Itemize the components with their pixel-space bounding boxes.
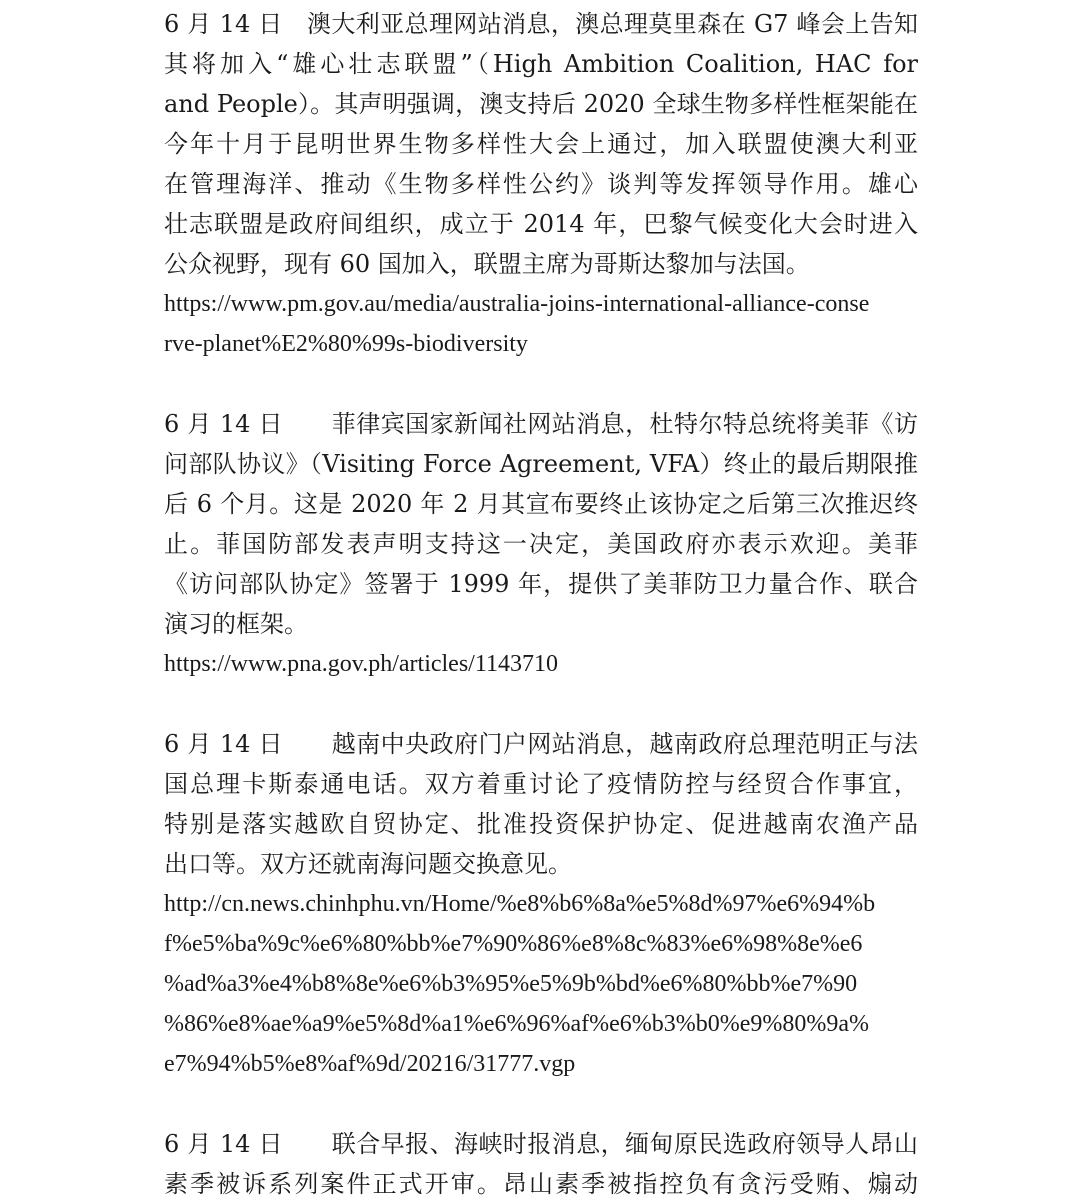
entry-text-line: 6 月 14 日 联合早报、海峡时报消息，缅甸原民选政府领导人昂山 xyxy=(164,1130,918,1158)
entry-text-line: 今年十月于昆明世界生物多样性大会上通过，加入联盟使澳大利亚 xyxy=(164,130,918,158)
news-entry-philippines xyxy=(164,404,918,684)
document-page xyxy=(164,0,918,1204)
source-url-line[interactable]: %ad%a3%e4%b8%8e%e6%b3%95%e5%9b%bd%e6%80%bb%e7%90 xyxy=(164,971,858,997)
entry-text-line: 其将加入“雄心壮志联盟”（High Ambition Coalition, HAC for xyxy=(164,50,918,78)
entry-text-line: 公众视野，现有 60 国加入，联盟主席为哥斯达黎加与法国。 xyxy=(164,250,810,278)
entry-text-line: and People）。其声明强调，澳支持后 2020 全球生物多样性框架能在 xyxy=(164,90,918,118)
source-url-line[interactable]: https://www.pna.gov.ph/articles/1143710 xyxy=(164,651,558,677)
source-url-line[interactable]: f%e5%ba%9c%e6%80%bb%e7%90%86%e8%8c%83%e6%98%8e%e6 xyxy=(164,931,863,957)
entry-text-line: 6 月 14 日 越南中央政府门户网站消息，越南政府总理范明正与法 xyxy=(164,730,918,758)
entry-text-line: 特别是落实越欧自贸协定、批准投资保护协定、促进越南农渔产品 xyxy=(164,810,918,838)
source-url-line[interactable]: rve-planet%E2%80%99s-biodiversity xyxy=(164,331,528,357)
entry-text-line: 6 月 14 日 菲律宾国家新闻社网站消息，杜特尔特总统将美菲《访 xyxy=(164,410,918,438)
entry-text-line: 壮志联盟是政府间组织，成立于 2014 年，巴黎气候变化大会时进入 xyxy=(164,210,918,238)
entry-text-line: 后 6 个月。这是 2020 年 2 月其宣布要终止该协定之后第三次推迟终 xyxy=(164,490,918,518)
entry-text-line: 出口等。双方还就南海问题交换意见。 xyxy=(164,850,572,878)
news-entry-myanmar xyxy=(164,1124,918,1204)
source-url-line[interactable]: e7%94%b5%e8%af%9d/20216/31777.vgp xyxy=(164,1051,576,1077)
entry-text-line: 《访问部队协定》签署于 1999 年，提供了美菲防卫力量合作、联合 xyxy=(164,570,918,598)
entry-text-line: 国总理卡斯泰通电话。双方着重讨论了疫情防控与经贸合作事宜， xyxy=(164,770,918,798)
source-url-line[interactable]: http://cn.news.chinhphu.vn/Home/%e8%b6%8a%e5%8d%97%e6%94%b xyxy=(164,891,876,917)
entry-text-line: 演习的框架。 xyxy=(164,610,308,638)
news-entry-vietnam xyxy=(164,724,918,1084)
news-entry-australia xyxy=(164,4,918,364)
source-url-line[interactable]: %86%e8%ae%a9%e5%8d%a1%e6%96%af%e6%b3%b0%e9%80%9a% xyxy=(164,1011,870,1037)
entry-text-line: 6 月 14 日 澳大利亚总理网站消息，澳总理莫里森在 G7 峰会上告知 xyxy=(164,10,918,38)
entry-text-line: 在管理海洋、推动《生物多样性公约》谈判等发挥领导作用。雄心 xyxy=(164,170,918,198)
entry-text-line: 止。菲国防部发表声明支持这一决定，美国政府亦表示欢迎。美菲 xyxy=(164,530,918,558)
entry-text-line: 素季被诉系列案件正式开审。昂山素季被指控负有贪污受贿、煽动 xyxy=(164,1170,918,1198)
source-url-line[interactable]: https://www.pm.gov.au/media/australia-joins-international-alliance-conse xyxy=(164,291,870,317)
entry-text-line: 问部队协议》（Visiting Force Agreement, VFA）终止的最后期限推 xyxy=(164,450,918,478)
